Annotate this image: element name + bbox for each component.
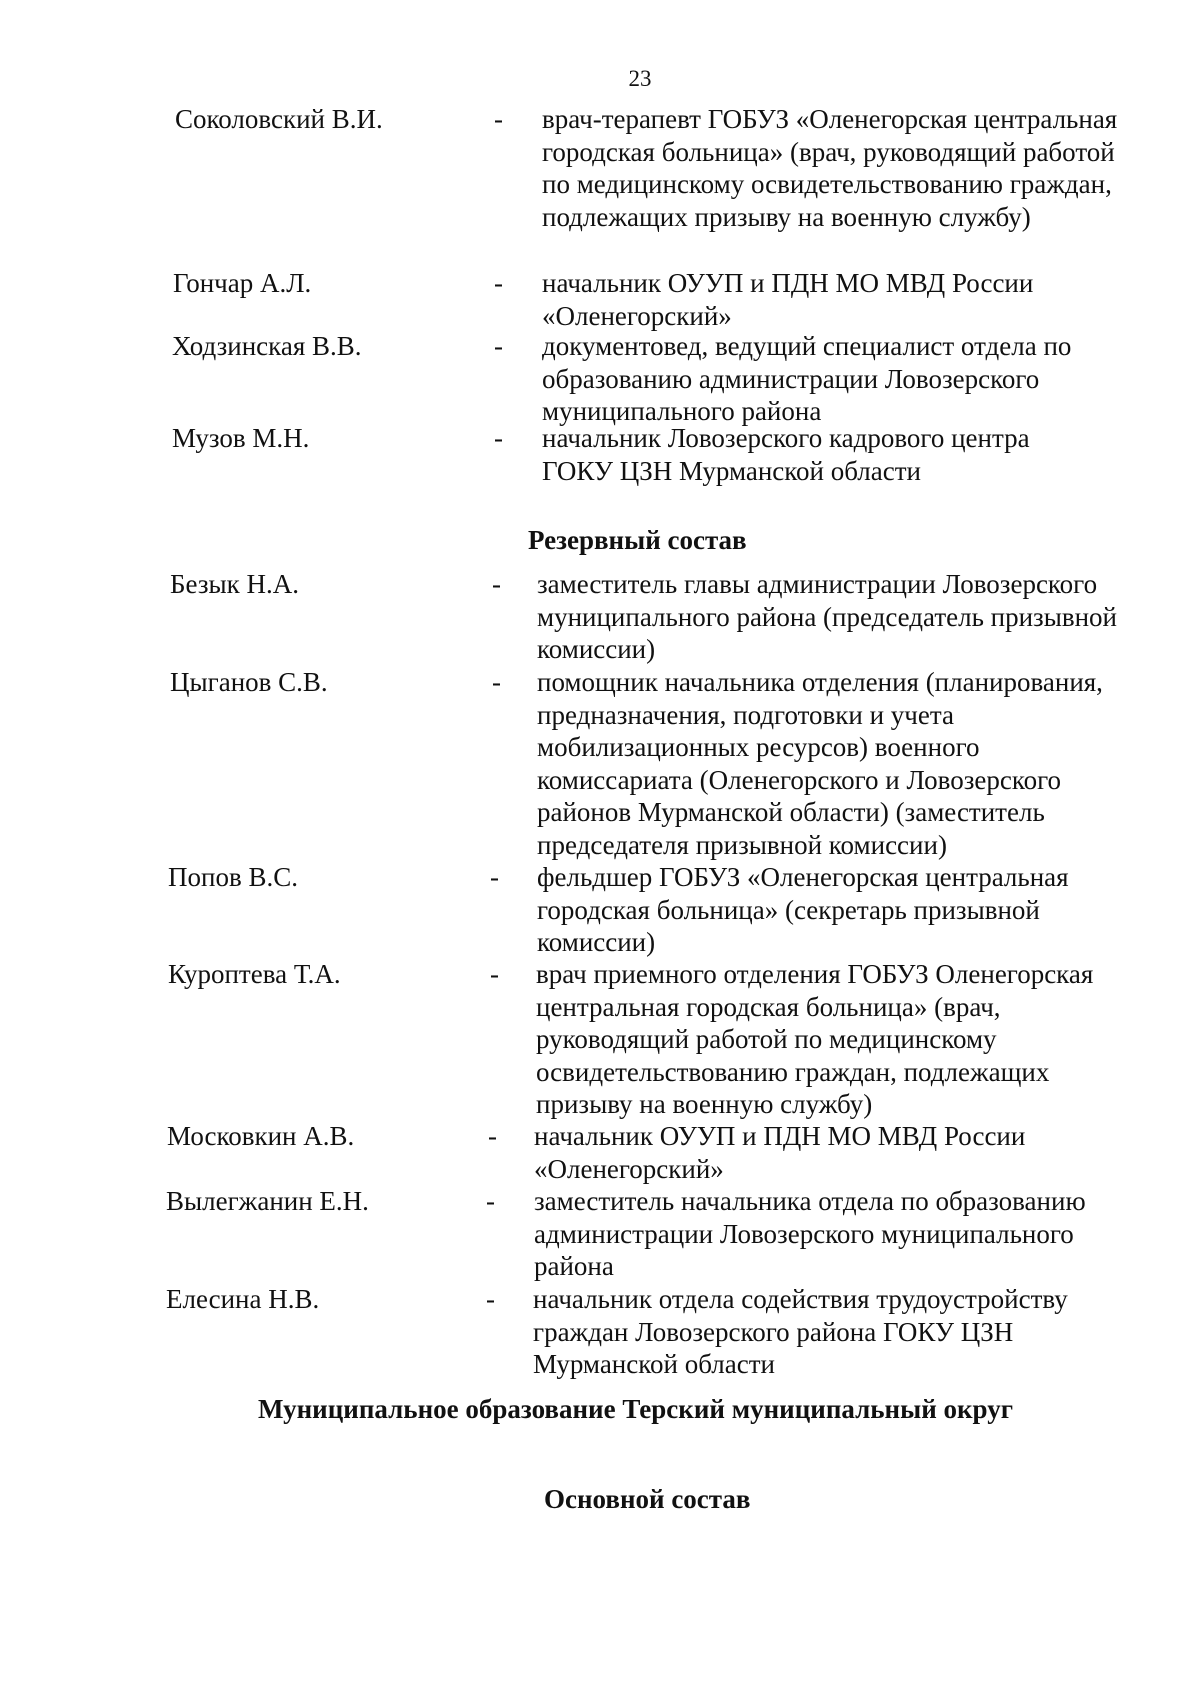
member-name: Московкин А.В.: [167, 1121, 355, 1151]
member-dash: -: [490, 959, 499, 989]
member-dash: -: [494, 104, 503, 134]
member-role: начальник ОУУП и ПДН МО МВД России «Оленегорский»: [542, 268, 1034, 331]
member-dash: -: [494, 331, 503, 361]
member-name: Елесина Н.В.: [166, 1284, 320, 1314]
member-role: врач приемного отделения ГОБУЗ Оленегорская центральная городская больница» (врач, руководящий работой по медицинскому освидетельствованию граждан, подлежащих призыву на военную службу): [536, 959, 1094, 1119]
member-dash: -: [486, 1284, 495, 1314]
member-role: начальник ОУУП и ПДН МО МВД России «Оленегорский»: [534, 1121, 1026, 1184]
member-dash: -: [486, 1186, 495, 1216]
member-role: документовед, ведущий специалист отдела по образованию администрации Ловозерского муниципального района: [542, 331, 1072, 426]
page-number: 23: [628, 66, 652, 91]
municipality-heading: Муниципальное образование Терский муниципальный округ: [258, 1394, 1013, 1424]
member-name: Цыганов С.В.: [170, 667, 328, 697]
member-role: начальник отдела содействия трудоустройству граждан Ловозерского района ГОКУ ЦЗН Мурманской области: [533, 1284, 1068, 1379]
member-name: Куроптева Т.А.: [168, 959, 341, 989]
member-dash: -: [490, 862, 499, 892]
member-name: Гончар А.Л.: [173, 268, 312, 298]
member-name: Безык Н.А.: [170, 569, 299, 599]
member-role: заместитель главы администрации Ловозерского муниципального района (председатель призывной комиссии): [537, 569, 1117, 664]
member-role: фельдшер ГОБУЗ «Оленегорская центральная городская больница» (секретарь призывной комиссии): [537, 862, 1069, 957]
member-dash: -: [494, 423, 503, 453]
member-name: Соколовский В.И.: [175, 104, 383, 134]
member-dash: -: [492, 667, 501, 697]
member-role: заместитель начальника отдела по образованию администрации Ловозерского муниципального района: [534, 1186, 1086, 1281]
member-name: Музов М.Н.: [172, 423, 310, 453]
main-composition-heading: Основной состав: [544, 1484, 751, 1514]
member-name: Вылегжанин Е.Н.: [166, 1186, 369, 1216]
member-name: Попов В.С.: [168, 862, 298, 892]
member-role: помощник начальника отделения (планирования, предназначения, подготовки и учета мобилизационных ресурсов) военного комиссариата (Оленегорского и Ловозерского районов Мурманской области) (заместитель председателя призывной комиссии): [537, 667, 1103, 860]
member-role: врач-терапевт ГОБУЗ «Оленегорская центральная городская больница» (врач, руководящий работой по медицинскому освидетельствованию граждан, подлежащих призыву на военную службу): [542, 104, 1118, 232]
member-dash: -: [488, 1121, 497, 1151]
reserve-heading: Резервный состав: [528, 525, 747, 555]
member-dash: -: [492, 569, 501, 599]
member-name: Ходзинская В.В.: [172, 331, 362, 361]
member-dash: -: [494, 268, 503, 298]
member-role: начальник Ловозерского кадрового центра ГОКУ ЦЗН Мурманской области: [542, 423, 1030, 486]
